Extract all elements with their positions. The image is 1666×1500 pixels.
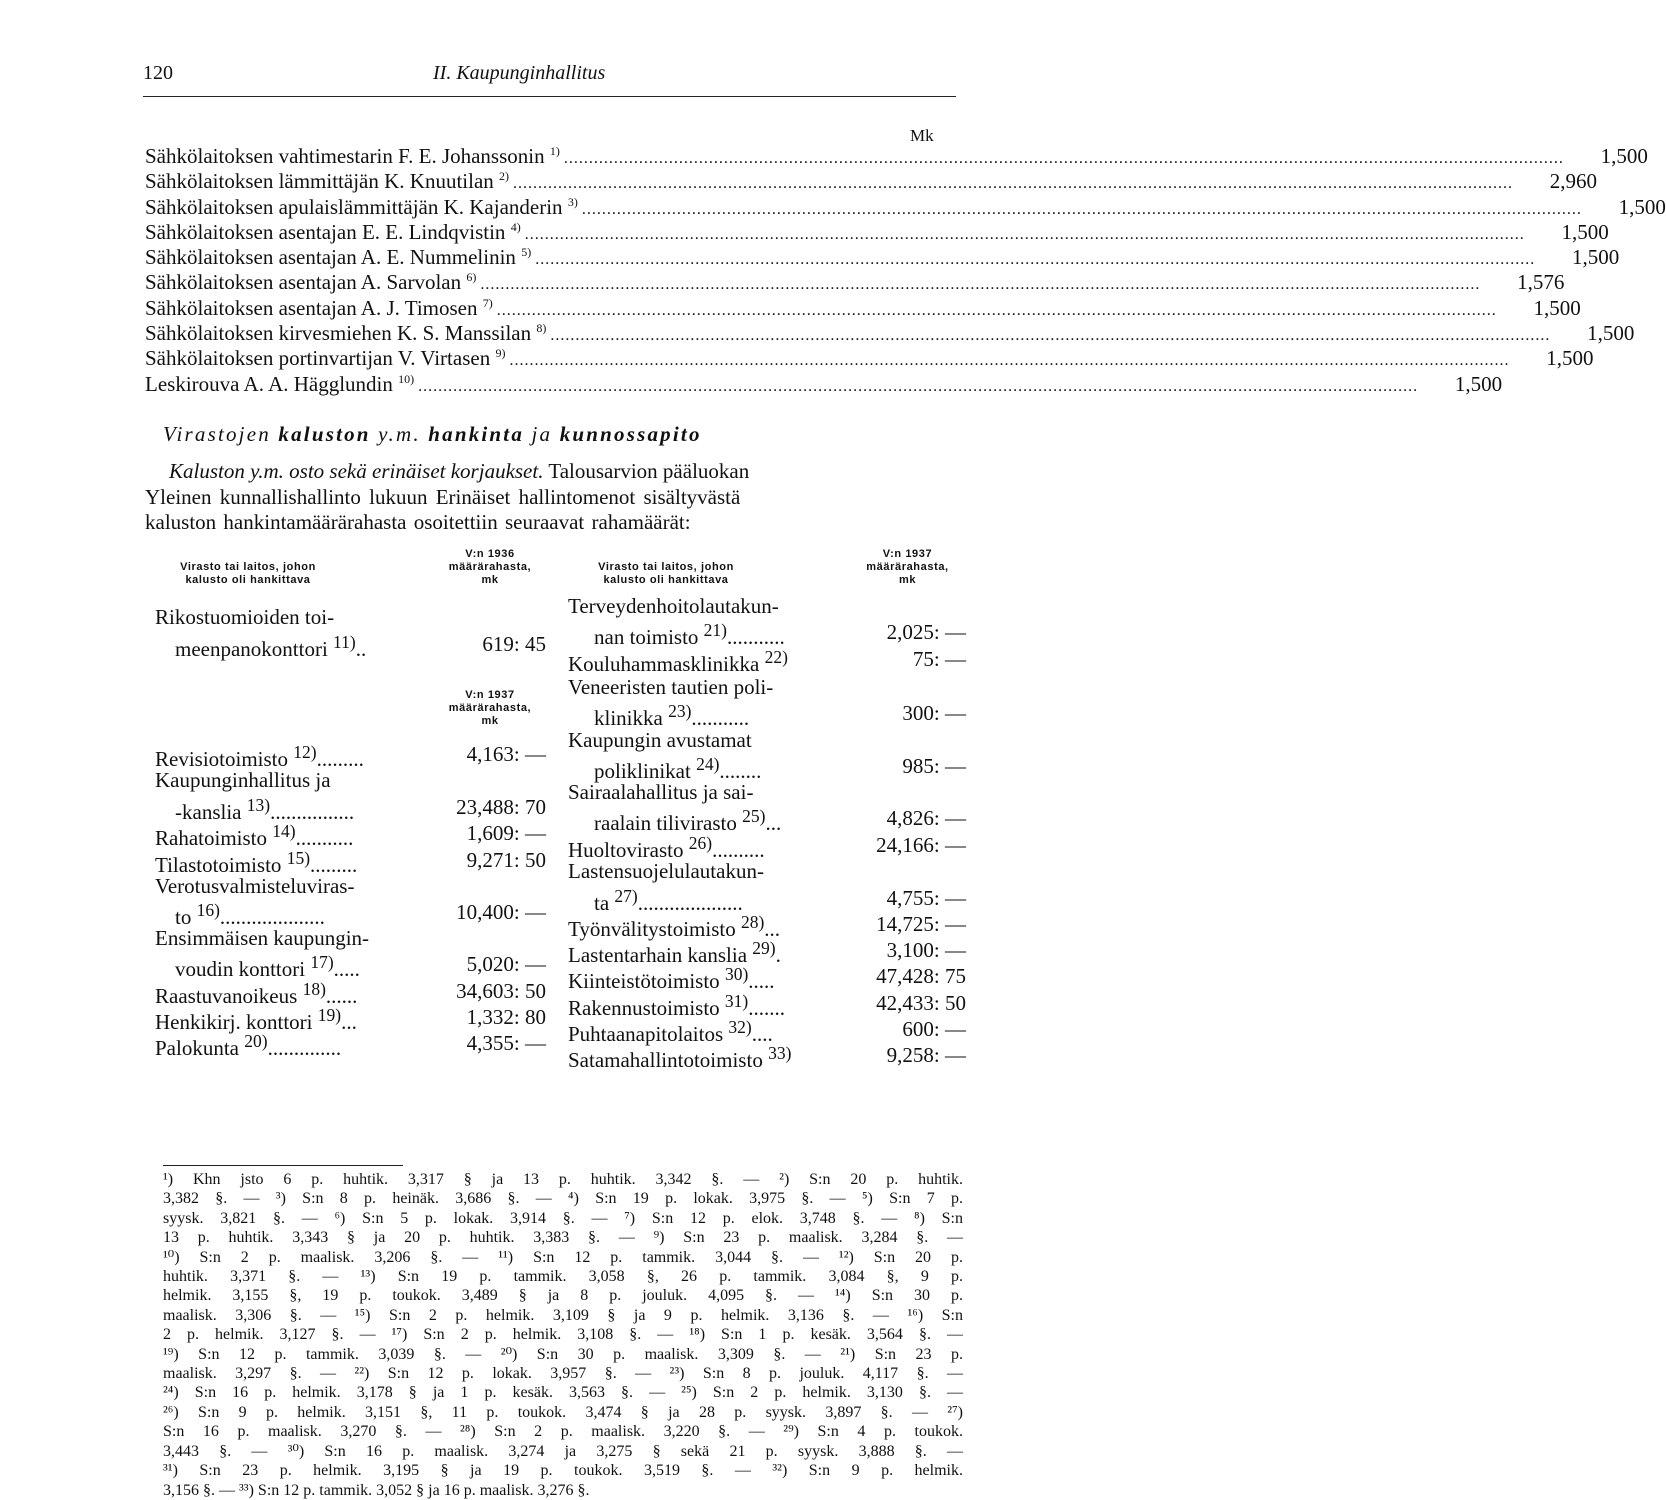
section-heading [163, 422, 702, 447]
footnote-ref: 4) [510, 219, 521, 234]
salary-name-text: Leskirouva A. A. Hägglundin [145, 371, 393, 396]
leader-dots: ...... [325, 984, 358, 1008]
para-text: Talousarvion pääluokan [543, 459, 750, 483]
row-amount: 34,603: 50 [456, 979, 546, 1003]
leader-dots: ... [764, 917, 781, 941]
heading-part: Virastojen [163, 422, 279, 446]
salary-amount: 1,500 [1600, 144, 1648, 168]
para-line: kaluston hankintamäärärahasta osoitettiin seuraavat rahamäärät: [145, 510, 691, 534]
heading-part: hankinta [428, 422, 525, 446]
footnote-ref: 5) [521, 245, 532, 260]
footnote-ref: 24) [696, 754, 720, 774]
footnote-line: ²⁴) S:n 16 p. helmik. 3,178 § ja 1 p. kesäk. 3,563 §. — ²⁵) S:n 2 p. helmik. 3,130 §. — [163, 1384, 963, 1402]
footnote-ref: 32) [728, 1017, 752, 1037]
leader-dots: ........................................................................................................................................................................................................ [480, 276, 1481, 294]
table-row-label [568, 675, 773, 700]
leader-dots: ........................................................................................................................................................................................................ [418, 377, 1419, 395]
footnote-line: S:n 16 p. maalisk. 3,270 §. — ²⁸) S:n 2 p. maalisk. 3,220 §. — ²⁹) S:n 4 p. toukok. [163, 1423, 963, 1441]
row-text: Rikostuomioiden toi- [155, 605, 335, 629]
row-text: Lastensuojelulautakun- [568, 859, 764, 883]
para-line [145, 459, 963, 485]
row-amount: 10,400: — [456, 900, 546, 924]
salary-name [145, 195, 578, 220]
row-text: Puhtaanapitolaitos [568, 1022, 724, 1046]
footnote-ref: 6) [466, 270, 477, 285]
footnote-line: syysk. 3,821 §. — ⁶) S:n 5 p. lokak. 3,914 §. — ⁷) S:n 12 p. elok. 3,748 §. — ⁸) S:n [163, 1209, 963, 1227]
row-amount: 1,609: — [466, 821, 546, 845]
row-text: Palokunta [155, 1036, 239, 1060]
row-amount: 619: 45 [482, 632, 546, 656]
footnote-line: ¹) Khn jsto 6 p. huhtik. 3,317 § ja 13 p. huhtik. 3,342 §. — ²) S:n 20 p. huhtik. [163, 1171, 963, 1188]
table-row-label-cont [594, 701, 749, 731]
row-text: Rahatoimisto [155, 826, 267, 850]
leader-dots: ........................................................................................................................................................................................................ [513, 175, 1514, 193]
row-text: -kanslia [175, 800, 242, 824]
table-row-label-cont [175, 952, 360, 982]
leader-dots: ......... [310, 853, 358, 877]
leader-dots: .... [751, 1022, 773, 1046]
row-text: Henkikirj. konttori [155, 1010, 313, 1034]
footnotes [163, 1170, 963, 1500]
footnote-ref: 16) [196, 900, 220, 920]
leader-dots: ........................................................................................................................................................................................................ [509, 352, 1510, 370]
salary-amount: 1,500 [1571, 245, 1620, 270]
footnote-ref: 15) [286, 848, 311, 868]
salary-amount: 1,500 [1546, 346, 1594, 371]
table-row-label [568, 647, 788, 677]
row-text: Terveydenhoitolautakun- [568, 594, 779, 618]
footnote-ref: 21) [703, 620, 727, 640]
leader-dots: ......... [316, 747, 364, 771]
row-text: Sairaalahallitus ja sai- [568, 780, 754, 804]
row-amount: 600: — [902, 1017, 966, 1041]
leader-dots: ..... [333, 957, 360, 981]
table-row-label-cont [594, 806, 781, 836]
leader-dots: ... [765, 811, 782, 835]
leader-dots: ........................................................................................................................................................................................................ [524, 225, 1525, 243]
row-amount: 4,163: — [466, 742, 546, 766]
salary-name-text: Sähkölaitoksen vahtimestarin F. E. Johanssonin [145, 144, 545, 168]
table-row-label [155, 1031, 341, 1061]
salary-row [145, 270, 1565, 295]
salary-amount: 1,500 [1454, 371, 1503, 396]
row-text: Kaupunginhallitus ja [155, 768, 331, 792]
table-row-label [568, 964, 775, 994]
right-column-header [566, 561, 766, 587]
heading-part: kaluston [278, 422, 371, 446]
header-line: kalusto oli hankittava [185, 574, 311, 586]
footnote-ref: 19) [317, 1005, 342, 1025]
footnote-line: maalisk. 3,306 §. — ¹⁵) S:n 2 p. helmik. 3,109 § ja 9 p. helmik. 3,136 §. — ¹⁶) S:n [163, 1306, 963, 1324]
row-text: Veneeristen tautien poli- [568, 675, 774, 699]
footnote-line: 3,443 §. — ³⁰) S:n 16 p. maalisk. 3,274 ja 3,275 § sekä 21 p. syysk. 3,888 §. — [163, 1442, 963, 1460]
para-lead: Kaluston y.m. osto sekä erinäiset korjaukset. [169, 459, 544, 483]
salary-row [145, 144, 1648, 169]
leader-dots: .............. [267, 1036, 342, 1060]
salary-amount: 2,960 [1549, 169, 1598, 194]
row-text: Työnvälitystoimisto [568, 917, 736, 941]
right-amount-header [845, 548, 970, 587]
left-amount-header-1937 [430, 689, 550, 728]
footnote-line: ¹⁰) S:n 2 p. maalisk. 3,206 §. — ¹¹) S:n 12 p. tammik. 3,044 §. — ¹²) S:n 20 p. [163, 1248, 963, 1266]
salary-name-text: Sähkölaitoksen asentajan E. E. Lindqvistin [145, 219, 506, 244]
leader-dots: .......... [712, 838, 765, 862]
row-amount: 23,488: 70 [456, 795, 546, 819]
footnote-line: 3,382 §. — ³) S:n 8 p. heinäk. 3,686 §. — ⁴) S:n 19 p. lokak. 3,975 §. — ⁵) S:n 7 p. [163, 1190, 963, 1208]
footnote-ref: 18) [302, 979, 326, 999]
footnote-ref: 17) [310, 952, 334, 972]
salary-name [145, 346, 505, 371]
row-amount: 300: — [902, 701, 966, 725]
salary-name-text: Sähkölaitoksen asentajan A. E. Nummelinin [145, 245, 516, 270]
row-text: nan toimisto [594, 625, 699, 649]
salary-amount: 1,500 [1618, 194, 1666, 219]
row-amount: 4,826: — [886, 806, 966, 830]
footnote-line: ²⁶) S:n 9 p. helmik. 3,151 §, 11 p. toukok. 3,474 § ja 28 p. syysk. 3,897 §. — ²⁷) [163, 1403, 963, 1421]
row-text: Kouluhammasklinikka [568, 652, 760, 676]
footnote-line: 3,156 §. — ³³) S:n 12 p. tammik. 3,052 § ja 16 p. maalisk. 3,276 §. [163, 1481, 590, 1499]
footnote-ref: 13) [246, 795, 271, 815]
salary-name [145, 296, 493, 321]
heading-part: kunnossapito [559, 422, 702, 446]
heading-part: y.m. [370, 422, 429, 446]
para-line: Yleinen kunnallishallinto lukuun Erinäiset hallintomenot sisältyvästä [145, 484, 741, 509]
row-text: Rakennustoimisto [568, 996, 720, 1020]
table-row-label-cont [594, 620, 785, 650]
leader-dots: .. [355, 637, 367, 661]
leader-dots: ....... [748, 996, 785, 1020]
table-row-label [155, 874, 354, 899]
footnote-ref: 25) [742, 806, 766, 826]
footnote-ref: 20) [244, 1031, 268, 1051]
row-text: Lastentarhain kanslia [568, 943, 748, 967]
table-row-label [155, 821, 353, 851]
row-text: voudin konttori [175, 957, 306, 981]
row-text: meenpanokonttori [175, 637, 328, 661]
row-amount: 3,100: — [886, 938, 966, 962]
left-column-header [148, 561, 348, 587]
row-amount: 985: — [902, 754, 966, 778]
leader-dots: ........... [691, 706, 750, 730]
leader-dots: . [775, 943, 781, 967]
header-line: määrärahasta, [448, 702, 532, 714]
row-text: Kiinteistötoimisto [568, 969, 720, 993]
row-text: Revisiotoimisto [155, 747, 289, 771]
footnote-ref: 9) [495, 346, 506, 361]
row-amount: 24,166: — [876, 833, 966, 857]
table-row-label [568, 728, 752, 753]
footnote-ref: 8) [536, 321, 547, 336]
row-amount: 4,755: — [886, 886, 966, 910]
leader-dots: ........................................................................................................................................................................................................ [581, 200, 1582, 218]
footnote-ref: 22) [764, 647, 788, 667]
leader-dots: .................... [637, 891, 743, 915]
row-text: Tilastotoimisto [155, 853, 282, 877]
footnote-ref: 12) [293, 742, 317, 762]
header-line: V:n 1936 [465, 548, 515, 560]
row-text: ta [594, 891, 610, 915]
row-amount: 75: — [912, 647, 966, 671]
footnote-ref: 7) [482, 295, 493, 310]
heading-part: ja [524, 422, 560, 446]
salary-name [145, 169, 509, 194]
header-line: määrärahasta, [866, 561, 949, 573]
footnote-ref: 27) [614, 886, 638, 906]
header-line: mk [481, 574, 499, 586]
footnote-ref: 2) [499, 169, 510, 184]
table-row-label [155, 926, 369, 951]
row-text: to [175, 905, 192, 929]
footnote-ref: 28) [740, 912, 765, 932]
table-row-label [155, 605, 334, 630]
salary-row [145, 371, 1503, 397]
salary-name-text: Sähkölaitoksen apulaislämmittäjän K. Kajanderin [145, 194, 563, 219]
footnote-line: helmik. 3,155 §, 19 p. toukok. 3,489 § ja 8 p. jouluk. 4,095 §. — ¹⁴) S:n 30 p. [163, 1287, 963, 1305]
row-amount: 47,428: 75 [876, 964, 966, 988]
row-text: Verotusvalmisteluviras- [155, 874, 355, 898]
salary-name-text: Sähkölaitoksen portinvartijan V. Virtasen [145, 346, 491, 371]
row-text: Ensimmäisen kaupungin- [155, 926, 370, 950]
header-line: Virasto tai laitos, johon [598, 561, 734, 573]
header-line: V:n 1937 [882, 548, 933, 560]
salary-row [145, 346, 1594, 371]
salary-list [145, 144, 1666, 397]
page-number: 120 [143, 62, 173, 84]
table-row-label [568, 780, 753, 805]
header-line: kalusto oli hankittava [603, 574, 729, 586]
table-row-label [568, 594, 779, 619]
footnote-line: huhtik. 3,371 §. — ¹³) S:n 19 p. tammik. 3,058 §, 26 p. tammik. 3,084 §, 9 p. [163, 1268, 963, 1286]
salary-name-text: Sähkölaitoksen kirvesmiehen K. S. Manssilan [145, 321, 532, 346]
row-amount: 14,725: — [876, 912, 966, 936]
row-amount: 42,433: 50 [876, 991, 966, 1015]
intro-paragraph [145, 459, 963, 536]
table-row-label [568, 1043, 791, 1073]
header-line: määrärahasta, [448, 561, 532, 573]
footnote-ref: 11) [333, 632, 356, 652]
row-amount: 9,271: 50 [466, 848, 546, 872]
row-amount: 9,258: — [886, 1043, 966, 1067]
row-amount: 5,020: — [466, 952, 546, 976]
leader-dots: ........................................................................................................................................................................................................ [535, 251, 1536, 269]
salary-row [145, 194, 1666, 220]
salary-name [145, 270, 476, 295]
row-amount: 1,332: 80 [466, 1005, 546, 1029]
leader-dots: .................... [219, 905, 325, 929]
footnote-ref: 10) [398, 371, 415, 386]
salary-name-text: Sähkölaitoksen asentajan A. J. Timosen [145, 295, 478, 320]
salary-name [145, 372, 414, 397]
salary-row [145, 295, 1581, 321]
table-row-label [155, 768, 331, 793]
table-row-label-cont [175, 632, 366, 662]
footnote-ref: 26) [688, 833, 713, 853]
running-title: II. Kaupunginhallitus [433, 62, 606, 84]
leader-dots: ........... [295, 826, 354, 850]
footnote-line: ¹⁹) S:n 12 p. tammik. 3,039 §. — ²⁰) S:n 30 p. maalisk. 3,309 §. — ²¹) S:n 23 p. [163, 1345, 963, 1363]
salary-name [145, 220, 521, 245]
footnote-ref: 30) [724, 964, 749, 984]
footnote-line: maalisk. 3,297 §. — ²²) S:n 12 p. lokak. 3,957 §. — ²³) S:n 8 p. jouluk. 4,117 §. — [163, 1365, 963, 1383]
salary-amount: 1,500 [1561, 219, 1609, 244]
leader-dots: ..... [748, 969, 775, 993]
salary-amount: 1,500 [1533, 295, 1581, 320]
row-text: Satamahallintotoimisto [568, 1048, 763, 1072]
header-line: Virasto tai laitos, johon [180, 561, 316, 573]
salary-row [145, 321, 1635, 346]
salary-name [145, 245, 531, 270]
row-text: poliklinikat [594, 759, 691, 783]
salary-amount: 1,500 [1587, 321, 1635, 346]
salary-name [145, 321, 546, 346]
row-text: klinikka [594, 706, 663, 730]
leader-dots: ........................................................................................................................................................................................................ [496, 301, 1497, 319]
salary-name-text: Sähkölaitoksen lämmittäjän K. Knuutilan [145, 169, 494, 194]
header-line: mk [898, 574, 917, 586]
footnote-line: ³¹) S:n 23 p. helmik. 3,195 § ja 19 p. toukok. 3,519 §. — ³²) S:n 9 p. helmik. [163, 1462, 963, 1480]
salary-name [145, 144, 560, 169]
row-text: Raastuvanoikeus [155, 984, 298, 1008]
footnote-ref: 23) [668, 701, 692, 721]
left-amount-header-1936 [430, 548, 550, 587]
leader-dots: ........... [727, 625, 785, 649]
leader-dots: ........ [719, 759, 762, 783]
footnote-ref: 14) [272, 821, 296, 841]
salary-name-text: Sähkölaitoksen asentajan A. Sarvolan [145, 270, 462, 295]
leader-dots: ........................................................................................................................................................................................................ [550, 327, 1551, 345]
salary-row [145, 169, 1598, 194]
footnote-line: 2 p. helmik. 3,127 §. — ¹⁷) S:n 2 p. helmik. 3,108 §. — ¹⁸) S:n 1 p. kesäk. 3,564 §. — [163, 1326, 963, 1344]
row-amount: 4,355: — [466, 1031, 546, 1055]
footnote-ref: 3) [567, 194, 578, 209]
leader-dots: ................ [270, 800, 355, 824]
row-text: raalain tilivirasto [594, 811, 737, 835]
row-text: Huoltovirasto [568, 838, 684, 862]
footnote-line: 13 p. huhtik. 3,343 § ja 20 p. huhtik. 3,383 §. — ⁹) S:n 23 p. maalisk. 3,284 §. — [163, 1229, 963, 1247]
header-rule [143, 96, 956, 97]
footnote-rule [163, 1165, 403, 1166]
salary-amount: 1,576 [1517, 270, 1565, 295]
leader-dots: ........................................................................................................................................................................................................ [563, 150, 1564, 167]
footnote-ref: 1) [549, 144, 560, 158]
row-text: Kaupungin avustamat [568, 728, 752, 752]
salary-row [145, 219, 1609, 245]
row-amount: 2,025: — [886, 620, 966, 644]
header-line: mk [481, 715, 499, 727]
currency-label: Mk [910, 126, 934, 145]
footnote-ref: 31) [724, 991, 749, 1011]
footnote-ref: 33) [768, 1043, 792, 1063]
leader-dots: ... [341, 1010, 357, 1034]
footnote-ref: 29) [752, 938, 776, 958]
table-row-label [568, 859, 764, 884]
salary-row [145, 245, 1620, 270]
header-line: V:n 1937 [465, 689, 515, 701]
